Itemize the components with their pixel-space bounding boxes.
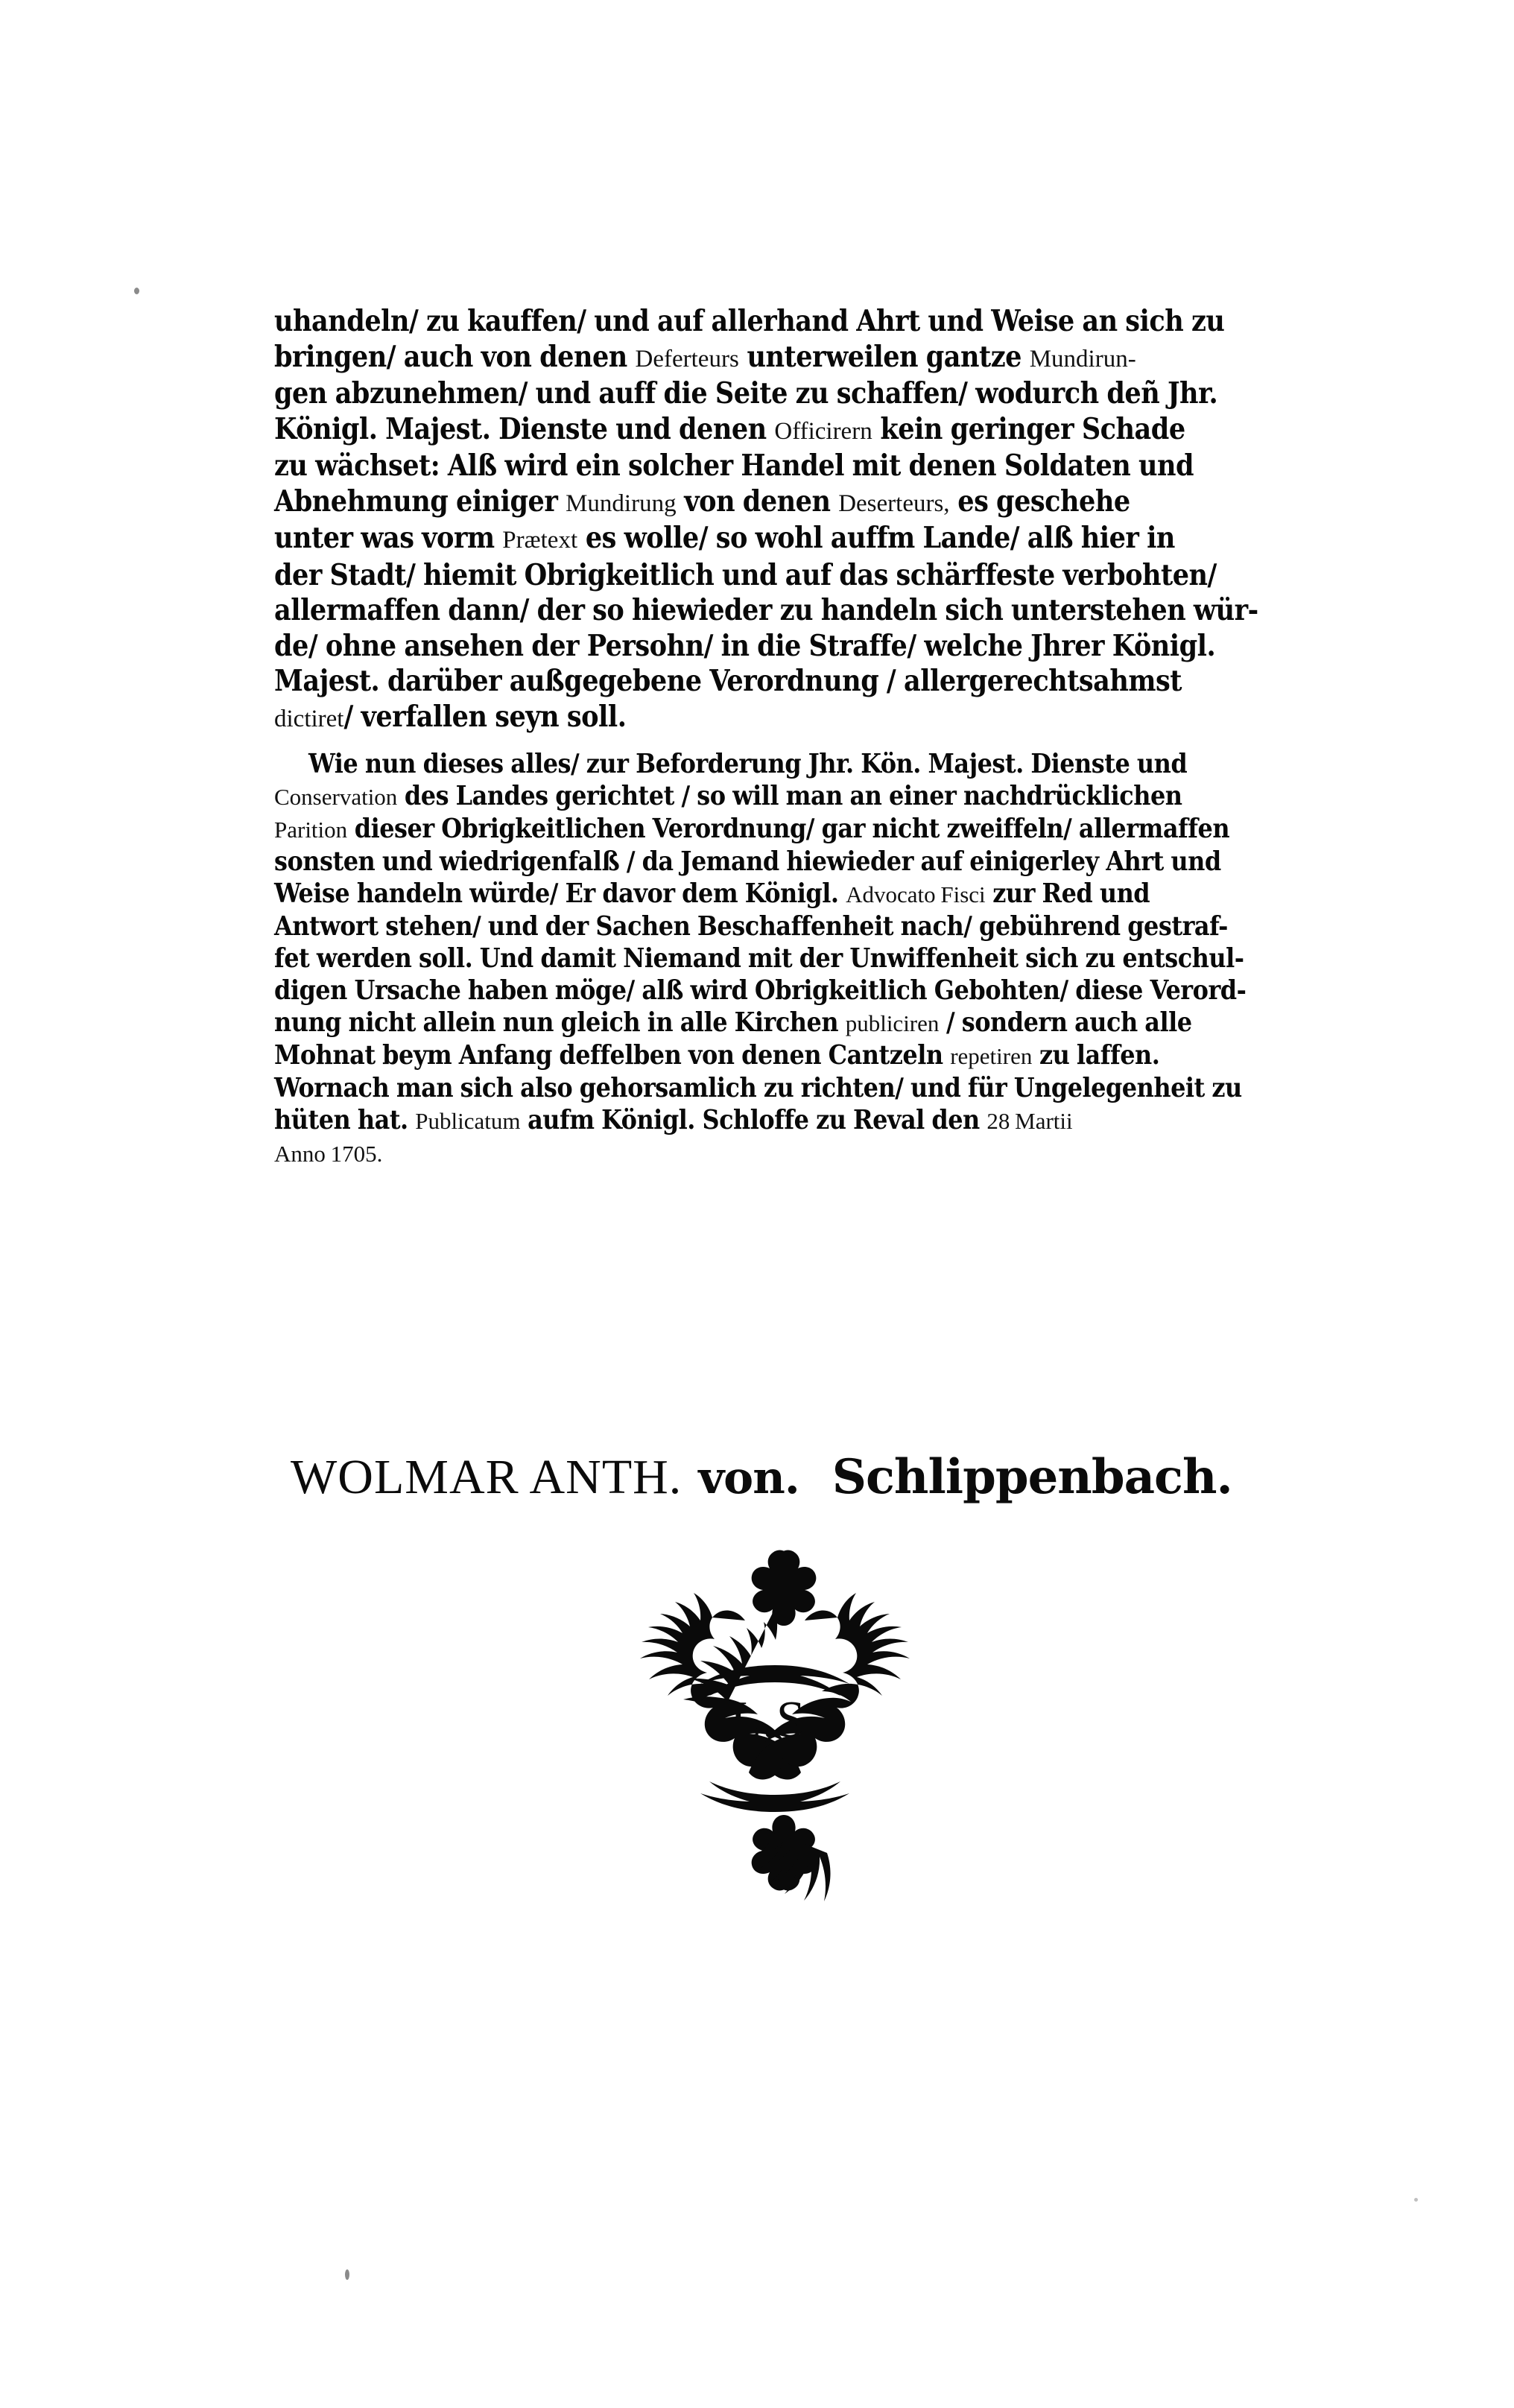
paragraph-secondary <box>274 748 1258 1170</box>
fraktur-run: / verfallen seyn soll. <box>343 699 627 734</box>
fraktur-run: Majest. darüber außgegebene Verordnung / allergerechtsahmst <box>274 664 1182 698</box>
text-line <box>274 484 1258 522</box>
text-line <box>274 780 1258 813</box>
text-line <box>274 910 1258 942</box>
fraktur-run: aufm Königl. Schloffe zu Reval den <box>520 1105 987 1135</box>
antiqua-run: Advocato Fisci <box>846 881 986 907</box>
fraktur-run: von denen <box>676 484 839 519</box>
fraktur-run: unter was vorm <box>274 521 503 555</box>
text-line <box>274 449 1258 484</box>
seal-label: L.S. <box>729 1691 820 1749</box>
seal-vignette <box>589 1531 961 1911</box>
text-line <box>274 942 1258 975</box>
fraktur-run: es wolle/ so wohl auffm Lande/ alß hier in <box>577 521 1175 555</box>
fraktur-run: sonsten und wiedrigenfalß / da Jemand hiewieder auf einigerley Ahrt und <box>274 846 1221 877</box>
antiqua-run: Anno 1705. <box>274 1141 383 1167</box>
fraktur-run: es geschehe <box>949 484 1130 519</box>
fraktur-run: / sondern auch alle <box>939 1007 1192 1038</box>
antiqua-run: repetiren <box>950 1043 1033 1069</box>
scan-speck <box>345 2269 349 2280</box>
signature-nobiliary-particle: von. <box>698 1452 799 1504</box>
text-line <box>274 593 1258 629</box>
fraktur-run: zur Red und <box>985 878 1150 909</box>
fraktur-run: nung nicht allein nun gleich in alle Kirchen <box>274 1007 846 1038</box>
text-line <box>274 878 1258 910</box>
text-line <box>274 700 1258 737</box>
fraktur-run: uhandeln/ zu kauffen/ und auf allerhand Ahrt und Weise an sich zu <box>274 304 1225 338</box>
fraktur-run: fet werden soll. Und damit Niemand mit der Unwiffenheit sich zu entschul- <box>274 943 1244 974</box>
paragraph-main <box>274 304 1258 736</box>
scan-speck <box>1414 2198 1418 2202</box>
fraktur-run: der Stadt/ hiemit Obrigkeitlich und auf das schärffeste verbohten/ <box>274 557 1217 592</box>
fraktur-run: Königl. Majest. Dienste und denen <box>274 411 775 446</box>
fraktur-run: unterweilen gantze <box>738 339 1030 374</box>
text-line <box>274 629 1258 665</box>
text-line <box>274 1104 1258 1137</box>
text-line <box>274 558 1258 594</box>
antiqua-run: Prætext <box>502 527 578 554</box>
fraktur-run: zu wächset: Alß wird ein solcher Handel mit denen Soldaten und <box>274 449 1194 483</box>
antiqua-run: 28 Martii <box>986 1108 1073 1134</box>
fraktur-run: des Landes gerichtet / so will man an einer nachdrücklichen <box>397 781 1182 811</box>
antiqua-run: Deserteurs, <box>838 489 950 517</box>
antiqua-run: Deferteurs <box>635 345 739 373</box>
text-line <box>274 340 1258 377</box>
text-line <box>274 376 1258 412</box>
signature-line <box>291 1449 1259 1506</box>
signature-given-names: WOLMAR ANTH. <box>291 1450 682 1504</box>
fraktur-run: Wornach man sich also gehorsamlich zu richten/ und für Ungelegenheit zu <box>274 1073 1242 1103</box>
antiqua-run: dictiret <box>274 705 344 732</box>
fraktur-run: hüten hat. <box>274 1105 416 1135</box>
antiqua-run: Mundirun- <box>1029 345 1136 373</box>
text-line <box>274 1072 1258 1104</box>
text-line <box>274 521 1258 558</box>
fraktur-run: gen abzunehmen/ und auff die Seite zu schaffen/ wodurch deñ Jhr. <box>274 376 1218 411</box>
antiqua-run: Parition <box>274 817 348 843</box>
fraktur-run: digen Ursache haben möge/ alß wird Obrigkeitlich Gebohten/ diese Verord- <box>274 975 1247 1006</box>
fraktur-run: Antwort stehen/ und der Sachen Beschaffenheit nach/ gebührend gestraf- <box>274 911 1228 942</box>
antiqua-run: Officirern <box>774 417 872 445</box>
fraktur-run: kein geringer Schade <box>872 411 1185 446</box>
fraktur-run: Weise handeln würde/ Er davor dem Königl. <box>274 878 846 909</box>
fraktur-run: bringen/ auch von denen <box>274 339 636 374</box>
scan-speck <box>134 288 139 294</box>
bottom-floret-icon <box>752 1815 831 1901</box>
text-line <box>274 412 1258 449</box>
fraktur-run: dieser Obrigkeitlichen Verordnung/ gar nicht zweiffeln/ allermaffen <box>347 814 1230 844</box>
text-line <box>274 1039 1258 1072</box>
text-line <box>274 813 1258 846</box>
signature-surname: Schlippenbach. <box>832 1449 1232 1505</box>
text-line <box>274 664 1258 700</box>
text-line <box>274 1137 1258 1170</box>
antiqua-run: Mundirung <box>566 489 677 517</box>
text-line <box>274 1007 1258 1039</box>
antiqua-run: Conservation <box>274 784 398 810</box>
antiqua-run: Publicatum <box>415 1108 521 1134</box>
fraktur-run: allermaffen dann/ der so hiewieder zu handeln sich unterstehen wür- <box>274 593 1258 627</box>
text-column <box>274 304 1258 1170</box>
antiqua-run: publiciren <box>845 1010 940 1036</box>
text-line <box>274 846 1258 878</box>
fraktur-run: zu laffen. <box>1032 1040 1160 1071</box>
fraktur-run: Wie nun dieses alles/ zur Beforderung Jhr. Kön. Majest. Dienste und <box>308 749 1188 779</box>
fraktur-run: Abnehmung einiger <box>274 484 566 519</box>
fraktur-run: de/ ohne ansehen der Persohn/ in die Straffe/ welche Jhrer Königl. <box>274 628 1216 663</box>
text-line <box>274 748 1258 780</box>
text-line <box>274 304 1258 340</box>
text-line <box>274 975 1258 1007</box>
fraktur-run: Mohnat beym Anfang deffelben von denen Cantzeln <box>274 1040 951 1071</box>
